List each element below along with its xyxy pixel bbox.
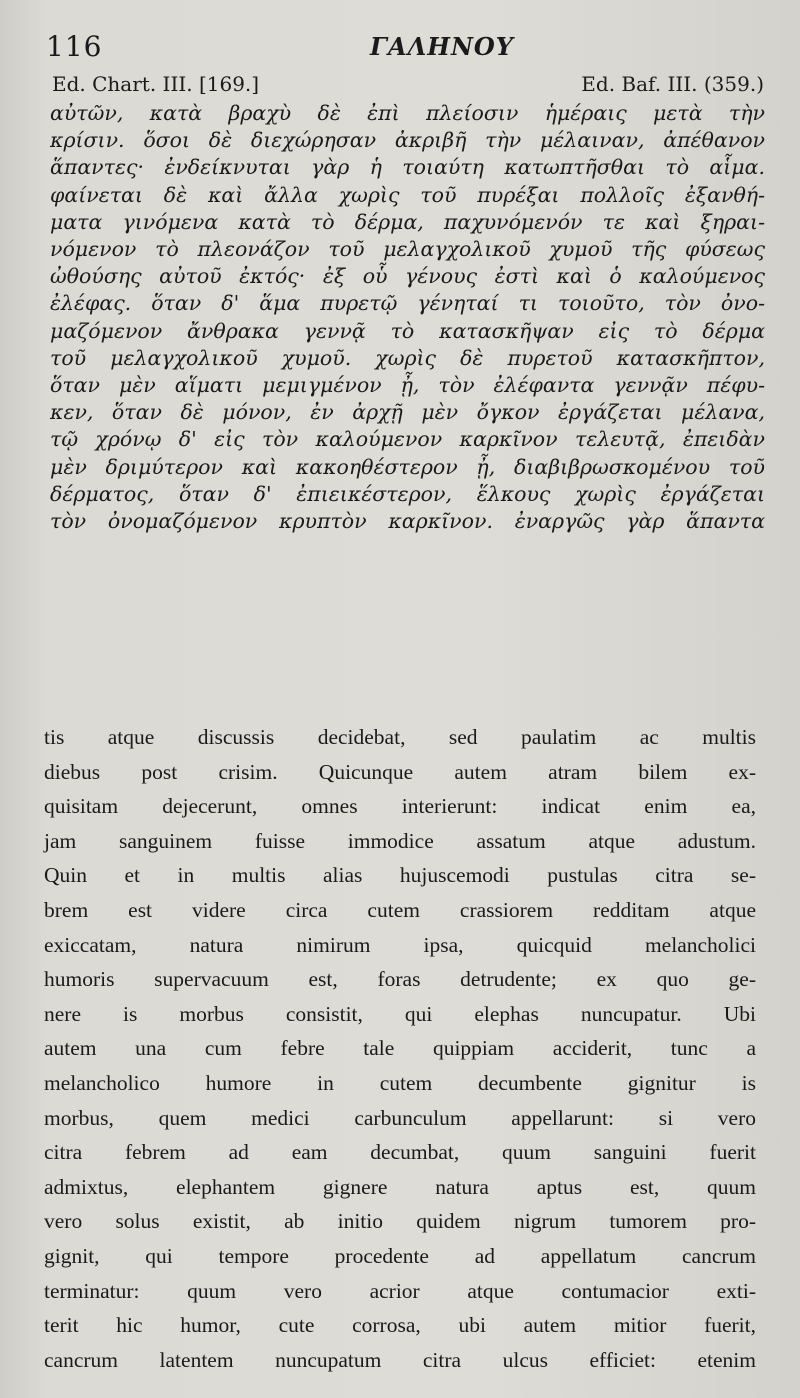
greek-text-line: ὅταν μὲν αἵματι μεμιγμένον ᾖ, τὸν ἐλέφαντα γεννᾷν πέφυ- <box>50 373 765 398</box>
edition-references <box>52 72 764 102</box>
latin-text-line: humoris supervacuum est, foras detrudente; ex quo ge- <box>44 967 756 992</box>
greek-text-line: αὐτῶν, κατὰ βραχὺ δὲ ἐπὶ πλείοσιν ἡμέραις μετὰ τὴν <box>50 101 765 125</box>
latin-text-line: citra febrem ad eam decumbat, quum sanguini fuerit <box>44 1140 756 1165</box>
latin-text-line: exiccatam, natura nimirum ipsa, quicquid melancholici <box>44 932 756 957</box>
running-title: ΓΑΛΗΝΟΥ <box>370 32 514 61</box>
greek-text-line: μὲν δριμύτερον καὶ κακοηθέστερον ᾖ, διαβιβρωσκομένου τοῦ <box>50 454 765 479</box>
page-number: 116 <box>46 30 103 63</box>
latin-text-line: cancrum latentem nuncupatum citra ulcus efficiet: etenim <box>44 1347 756 1372</box>
latin-text-line: terit hic humor, cute corrosa, ubi autem mitior fuerit, <box>44 1313 756 1338</box>
latin-text-line: terminatur: quum vero acrior atque contumacior exti- <box>44 1278 756 1303</box>
greek-text-line: φαίνεται δὲ καὶ ἄλλα χωρὶς τοῦ πυρέξαι πολλοῖς ἐξανθή- <box>50 182 765 207</box>
page-header <box>40 30 760 70</box>
greek-text-line: νόμενον τὸ πλεονάζον τοῦ μελαγχολικοῦ χυμοῦ τῆς φύσεως <box>50 237 765 262</box>
greek-text-line: μαζόμενον ἄνθρακα γεννᾷ τὸ κατασκῆψαν εἰς τὸ δέρμα <box>50 318 765 343</box>
latin-text-line: quisitam dejecerunt, omnes interierunt: indicat enim ea, <box>44 794 756 819</box>
latin-text-line: melancholico humore in cutem decumbente gignitur is <box>44 1070 756 1095</box>
greek-text-line: κεν, ὅταν δὲ μόνον, ἐν ἀρχῇ μὲν ὄγκον ἐργάζεται μέλανα, <box>50 400 765 425</box>
greek-text-line: ὠθούσης αὐτοῦ ἐκτός· ἐξ οὗ γένους ἐστὶ καὶ ὁ καλούμενος <box>50 264 765 289</box>
latin-text-line: Quin et in multis alias hujuscemodi pustulas citra se- <box>44 863 756 888</box>
greek-text-line: τὸν ὀνομαζόμενον κρυπτὸν καρκῖνον. ἐναργῶς γὰρ ἅπαντα <box>50 509 765 534</box>
greek-text-line: τῷ χρόνῳ δ' εἰς τὸν καλούμενον καρκῖνον τελευτᾷ, ἐπειδὰν <box>50 427 765 452</box>
latin-text-line: autem una cum febre tale quippiam acciderit, tunc a <box>44 1036 756 1061</box>
latin-text-line: admixtus, elephantem gignere natura aptus est, quum <box>44 1174 756 1199</box>
latin-text-line: nere is morbus consistit, qui elephas nuncupatur. Ubi <box>44 1001 756 1026</box>
greek-text-line: ἅπαντες· ἐνδείκνυται γὰρ ἡ τοιαύτη κατωπτῆσθαι τὸ αἷμα. <box>50 155 765 180</box>
greek-text-line: δέρματος, ὅταν δ' ἐπιεικέστερον, ἕλκους χωρὶς ἐργάζεται <box>50 481 765 506</box>
greek-text-block <box>50 100 765 535</box>
latin-text-line: gignit, qui tempore procedente ad appellatum cancrum <box>44 1243 756 1268</box>
latin-text-line: diebus post crisim. Quicunque autem atram bilem ex- <box>44 759 756 784</box>
greek-text-line: ἐλέφας. ὅταν δ' ἅμα πυρετῷ γένηταί τι τοιοῦτο, τὸν ὀνο- <box>50 291 765 316</box>
latin-text-line: jam sanguinem fuisse immodice assatum atque adustum. <box>44 828 756 853</box>
edition-reference-right: Ed. Baf. III. (359.) <box>581 72 764 96</box>
edition-reference-left: Ed. Chart. III. [169.] <box>52 72 260 96</box>
greek-text-line: ματα γινόμενα κατὰ τὸ δέρμα, παχυνόμενόν τε καὶ ξηραι- <box>50 209 765 234</box>
greek-text-line: κρίσιν. ὅσοι δὲ διεχώρησαν ἀκριβῆ τὴν μέλαιναν, ἀπέθανον <box>50 128 765 153</box>
greek-text-line: τοῦ μελαγχολικοῦ χυμοῦ. χωρὶς δὲ πυρετοῦ κατασκῆπτον, <box>50 345 765 370</box>
latin-text-line: tis atque discussis decidebat, sed paulatim ac multis <box>44 725 756 749</box>
latin-text-line: brem est videre circa cutem crassiorem redditam atque <box>44 897 756 922</box>
latin-text-line: vero solus existit, ab initio quidem nigrum tumorem pro- <box>44 1209 756 1234</box>
latin-text-block <box>44 720 756 1377</box>
latin-text-line: morbus, quem medici carbunculum appellarunt: si vero <box>44 1105 756 1130</box>
